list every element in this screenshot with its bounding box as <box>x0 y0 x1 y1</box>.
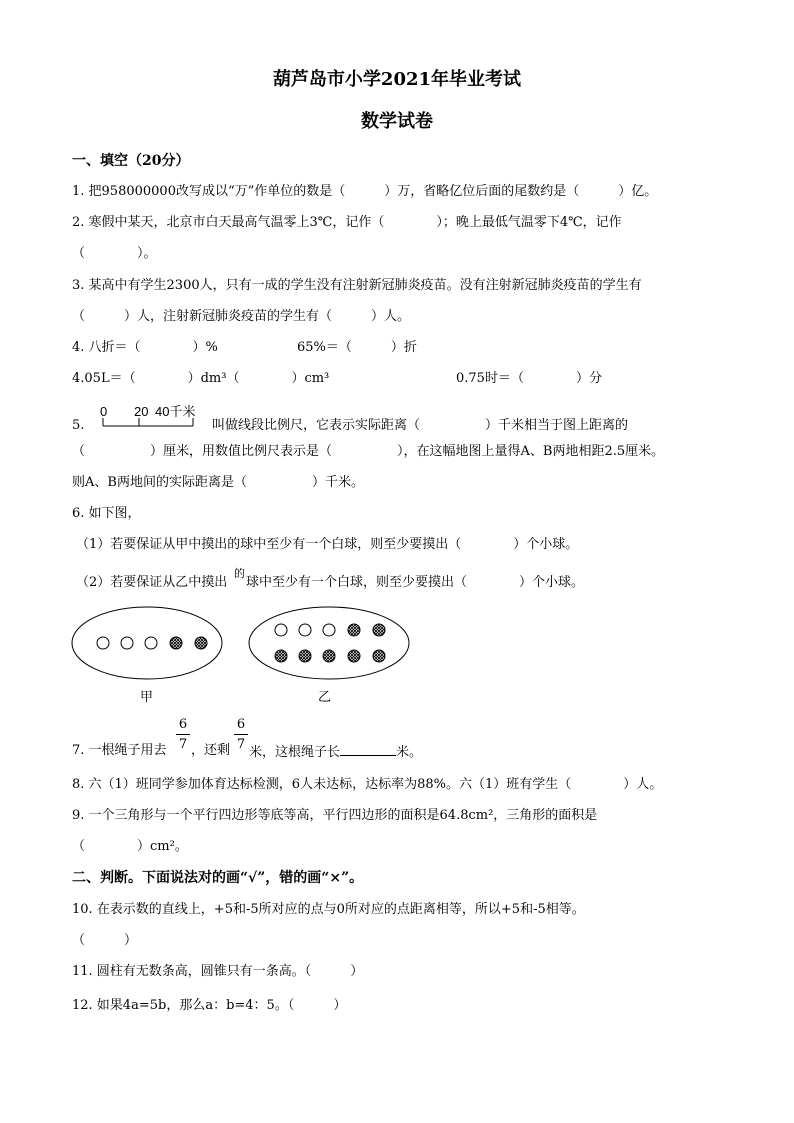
question-5-line1: 叫做线段比例尺，它表示实际距离（ ）千米相当于图上距离的 <box>212 418 629 433</box>
question-5-line2: （ ）厘米，用数值比例尺表示是（ ），在这幅地图上量得A、B两地相距2.5厘米。 <box>72 444 665 459</box>
fraction-denominator: 7 <box>236 737 246 752</box>
question-5-line3: 则A、B两地间的实际距离是（ ）千米。 <box>72 475 364 490</box>
section-2-heading: 二、判断。下面说法对的画“√”，错的画“×”。 <box>72 870 364 886</box>
question-2-line2: （ ）。 <box>72 246 157 261</box>
section-1-heading: 一、填空（20分） <box>72 153 190 169</box>
question-1: 1. 把958000000改写成以“万”作单位的数是（ ）万，省略亿位后面的尾数约是（ ）亿。 <box>72 184 658 199</box>
question-3-line1: 3. 某高中有学生2300人，只有一成的学生没有注射新冠肺炎疫苗。没有注射新冠肺炎疫苗的学生有 <box>72 278 642 293</box>
exam-title: 葫芦岛市小学2021年毕业考试 <box>272 69 522 90</box>
question-3-line2: （ ）人，注射新冠肺炎疫苗的学生有（ ）人。 <box>72 309 411 324</box>
question-7-unit: 米。 <box>396 745 423 760</box>
question-10-line1: 10. 在表示数的直线上，+5和-5所对应的点与0所对应的点距离相等，所以+5和-5相等。 <box>72 902 585 917</box>
question-2-line1: 2. 寒假中某天，北京市白天最高气温零上3℃，记作（ ）；晚上最低气温零下4℃，记作 <box>72 215 622 230</box>
question-7-part-b: ，还剩 <box>191 743 231 758</box>
question-5-number: 5. <box>72 418 85 433</box>
answer-blank[interactable] <box>340 743 396 756</box>
question-10-line2: （ ） <box>72 933 138 948</box>
question-12: 12. 如果4a=5b，那么a：b=4：5。（ ） <box>72 998 347 1013</box>
question-4-part1: 4. 八折＝（ ）% <box>72 340 218 355</box>
fraction-denominator: 7 <box>178 737 188 752</box>
scale-label-40: 40千米 <box>155 404 196 419</box>
question-11: 11. 圆柱有无数条高，圆锥只有一条高。（ ） <box>72 964 364 979</box>
question-7-part-c <box>249 743 422 761</box>
question-4-part4: 0.75时＝（ ）分 <box>456 371 602 386</box>
fraction-numerator: 6 <box>236 717 246 732</box>
scale-label-20: 20 <box>134 404 149 419</box>
question-6-part2a: （2）若要保证从乙中摸出 <box>76 575 228 590</box>
question-7-text: 米，这根绳子长 <box>249 745 341 760</box>
question-8: 8. 六（1）班同学参加体育达标检测，6人未达标，达标率为88%。六（1）班有学生（ ）人。 <box>72 777 663 792</box>
label-jia: 甲 <box>140 690 154 705</box>
question-6-part2-superscript: 的 <box>234 567 245 580</box>
ball-bags-figure <box>70 604 430 684</box>
question-4-part3: 4.05L＝（ ）dm³（ ）cm³ <box>72 371 330 386</box>
question-4-part2: 65%＝（ ）折 <box>297 340 417 355</box>
label-yi: 乙 <box>318 690 332 705</box>
exam-subtitle: 数学试卷 <box>361 111 433 132</box>
question-6-part1: （1）若要保证从甲中摸出的球中至少有一个白球，则至少要摸出（ ）个小球。 <box>76 537 579 552</box>
question-7-part-a: 7. 一根绳子用去 <box>72 743 167 758</box>
scale-label-0: 0 <box>100 404 108 419</box>
question-9-line1: 9. 一个三角形与一个平行四边形等底等高，平行四边形的面积是64.8cm²，三角形的面积是 <box>72 808 598 823</box>
question-6: 6. 如下图， <box>72 506 141 521</box>
fraction-six-sevenths-2 <box>234 717 248 752</box>
question-9-line2: （ ）cm²。 <box>72 839 188 854</box>
scale-bar-icon <box>98 416 198 436</box>
question-6-part2b: 球中至少有一个白球，则至少要摸出（ ）个小球。 <box>246 575 585 590</box>
fraction-six-sevenths-1 <box>176 717 190 752</box>
fraction-numerator: 6 <box>178 717 188 732</box>
